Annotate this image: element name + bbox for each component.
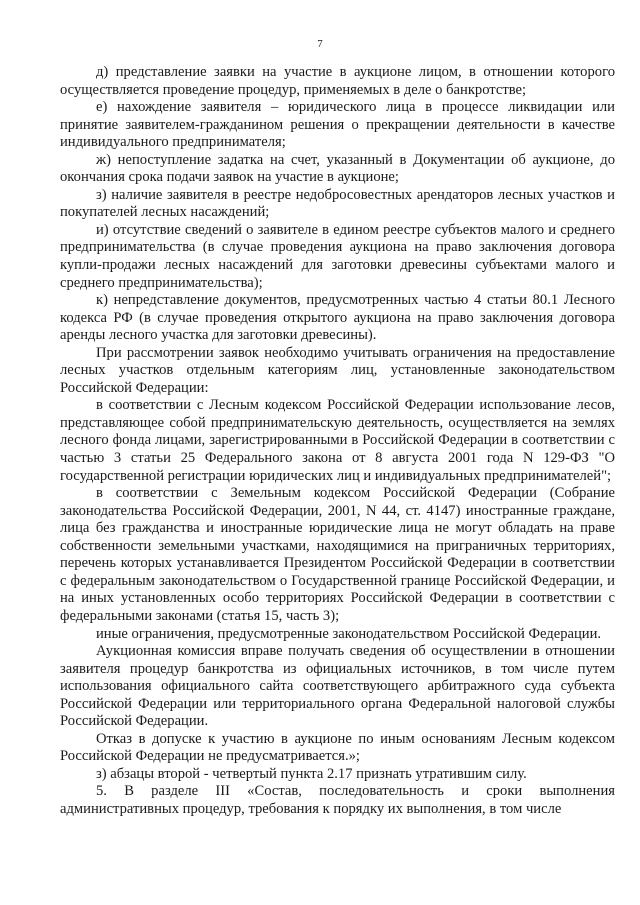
paragraph-section-5: 5. В разделе III «Состав, последовательность и сроки выполнения административных процедур, требования к порядку их выполнения, в том числе (60, 783, 615, 817)
paragraph-land-code: в соответствии с Земельным кодексом Российской Федерации (Собрание законодательства Российской Федерации, 2001, N 44, ст. 4147) иностранные граждане, лица без гражданства и иностранные юридические лица не могут обладать на праве собственности земельными участками, находящимися на приграничных территориях, перечень которых устанавливается Президентом Российской Федерации в соответствии с федеральным законодательством о Государственной границе Российской Федерации, и на иных установленных особо территориях Российской Федерации в соответствии с федеральными законами (статья 15, часть 3); (60, 485, 615, 624)
paragraph-other-restrictions: иные ограничения, предусмотренные законодательством Российской Федерации. (96, 625, 602, 642)
document-body (60, 64, 615, 819)
paragraph-restrictions-intro: При рассмотрении заявок необходимо учитывать ограничения на предоставление лесных участков отдельным категориям лиц, установленные законодательством Российской Федерации: (60, 344, 615, 396)
page-number: 7 (317, 38, 323, 50)
paragraph-z-repeal: з) абзацы второй - четвертый пункта 2.17 признать утратившим силу. (96, 765, 527, 782)
paragraph-d: д) представление заявки на участие в аукционе лицом, в отношении которого осуществляется проведение процедур, применяемых в деле о банкротстве; (60, 64, 615, 98)
paragraph-e: е) нахождение заявителя – юридического лица в процессе ликвидации или принятие заявителем-гражданином решения о прекращении деятельности в качестве индивидуального предпринимателя; (60, 99, 615, 151)
paragraph-z: з) наличие заявителя в реестре недобросовестных арендаторов лесных участков и покупателей лесных насаждений; (60, 186, 615, 221)
paragraph-i: и) отсутствие сведений о заявителе в едином реестре субъектов малого и среднего предпринимательства (в случае проведения аукциона на право заключения договора купли-продажи лесных насаждений для заготовки древесины субъектами малого и среднего предпринимательства); (60, 221, 615, 291)
paragraph-forest-code: в соответствии с Лесным кодексом Российской Федерации использование лесов, представляющее собой предпринимательскую деятельность, осуществляется на землях лесного фонда лицами, зарегистрированными в Российской Федерации в соответствии с частью 3 статьи 25 Федерального закона от 8 августа 2001 года N 129-ФЗ "О государственной регистрации юридических лиц и индивидуальных предпринимателей"; (60, 397, 615, 484)
paragraph-zh: ж) непоступление задатка на счет, указанный в Документации об аукционе, до окончания срока подачи заявок на участие в аукционе; (60, 151, 615, 186)
paragraph-k: к) непредставление документов, предусмотренных частью 4 статьи 80.1 Лесного кодекса РФ (в случае проведения открытого аукциона на право заключения договора аренды лесного участка для заготовки древесины). (60, 292, 615, 344)
paragraph-refusal: Отказ в допуске к участию в аукционе по иным основаниям Лесным кодексом Российской Федерации не предусматривается.»; (60, 730, 615, 765)
paragraph-auction-commission: Аукционная комиссия вправе получать сведения об осуществлении в отношении заявителя процедур банкротства из официальных источников, в том числе путем использования официального сайта соответствующего арбитражного суда субъекта Российской Федерации или территориального органа Федеральной налоговой службы Российской Федерации. (60, 643, 615, 730)
